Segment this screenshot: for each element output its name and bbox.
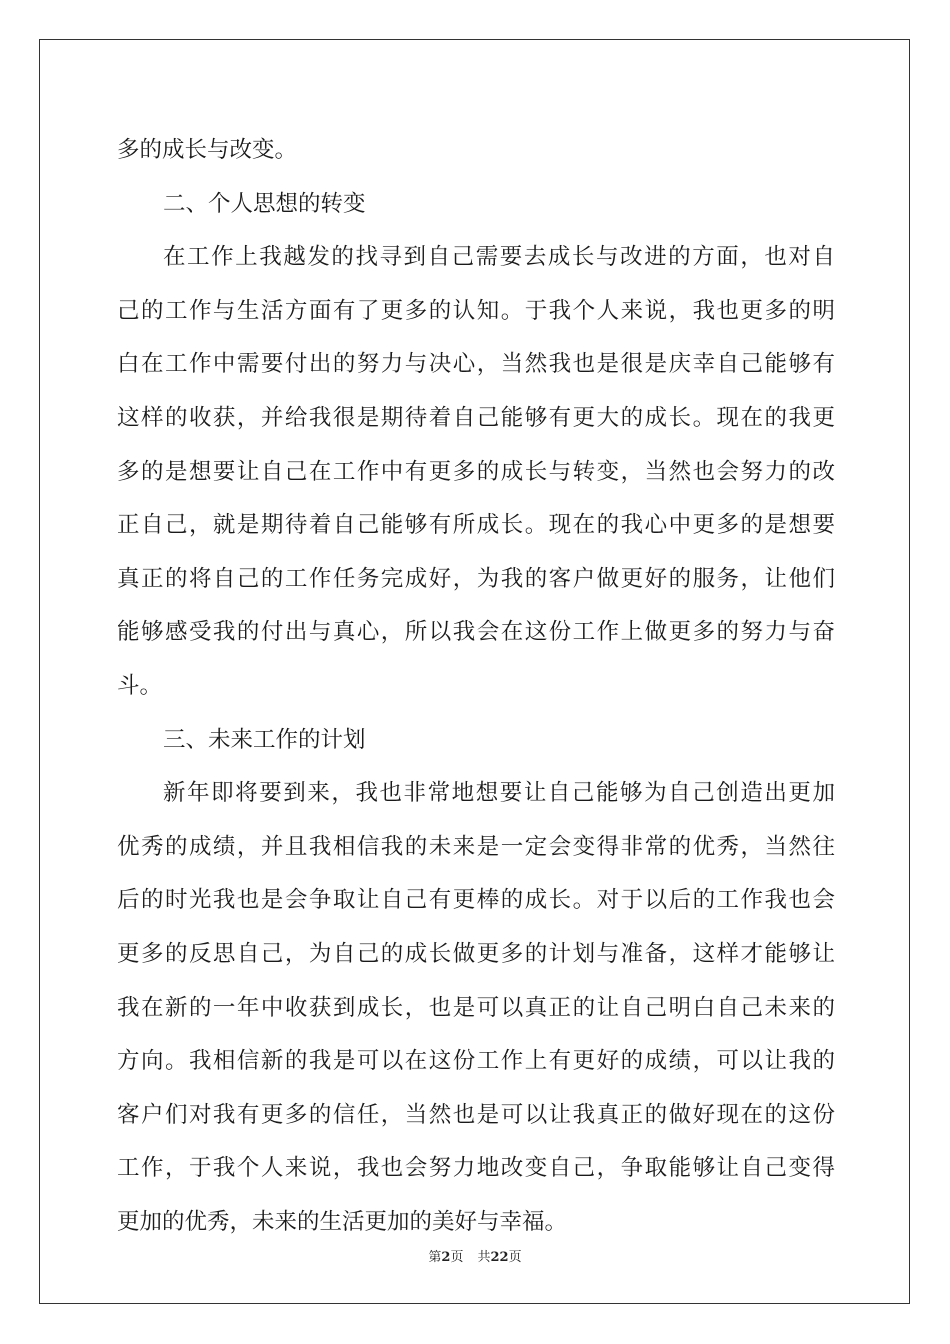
body-line: 多的成长与改变。: [117, 137, 298, 163]
page-footer: [0, 1246, 950, 1265]
total-prefix: 共: [477, 1250, 491, 1265]
body-line: 多的是想要让自己在工作中有更多的成长与转变，当然也会努力的改: [117, 458, 835, 485]
total-suffix: 页: [508, 1250, 522, 1265]
body-line: 能够感受我的付出与真心，所以我会在这份工作上做更多的努力与奋: [117, 619, 835, 646]
body-line: 在工作上我越发的找寻到自己需要去成长与改进的方面，也对自: [163, 244, 835, 271]
body-line: 新年即将要到来，我也非常地想要让自己能够为自己创造出更加: [163, 780, 835, 807]
body-line: 己的工作与生活方面有了更多的认知。于我个人来说，我也更多的明: [117, 297, 835, 324]
document-body: [117, 124, 835, 1249]
section-heading: 二、个人思想的转变: [163, 190, 366, 217]
body-line: 后的时光我也是会争取让自己有更棒的成长。对于以后的工作我也会: [117, 887, 835, 914]
body-line: 更多的反思自己，为自己的成长做更多的计划与准备，这样才能够让: [117, 940, 835, 967]
body-line: 白在工作中需要付出的努力与决心，当然我也是很是庆幸自己能够有: [117, 351, 835, 378]
page-number: 2: [441, 1250, 451, 1265]
page-prefix: 第: [428, 1250, 442, 1265]
body-line: 方向。我相信新的我是可以在这份工作上有更好的成绩，可以让我的: [117, 1048, 835, 1075]
body-line: 更加的优秀，未来的生活更加的美好与幸福。: [117, 1208, 568, 1235]
body-line: 正自己，就是期待着自己能够有所成长。现在的我心中更多的是想要: [117, 512, 835, 539]
total-pages: 22: [490, 1250, 509, 1265]
body-line: 这样的收获，并给我很是期待着自己能够有更大的成长。现在的我更: [117, 404, 835, 431]
body-line: 客户们对我有更多的信任，当然也是可以让我真正的做好现在的这份: [117, 1101, 835, 1128]
body-line: 斗。: [117, 672, 163, 699]
page-suffix: 页: [450, 1250, 464, 1265]
body-line: 我在新的一年中收获到成长，也是可以真正的让自己明白自己未来的: [117, 994, 835, 1021]
body-line: 工作，于我个人来说，我也会努力地改变自己，争取能够让自己变得: [117, 1155, 835, 1182]
section-heading: 三、未来工作的计划: [163, 726, 366, 753]
body-line: 优秀的成绩，并且我相信我的未来是一定会变得非常的优秀，当然往: [117, 833, 835, 860]
body-line: 真正的将自己的工作任务完成好，为我的客户做更好的服务，让他们: [117, 565, 835, 592]
